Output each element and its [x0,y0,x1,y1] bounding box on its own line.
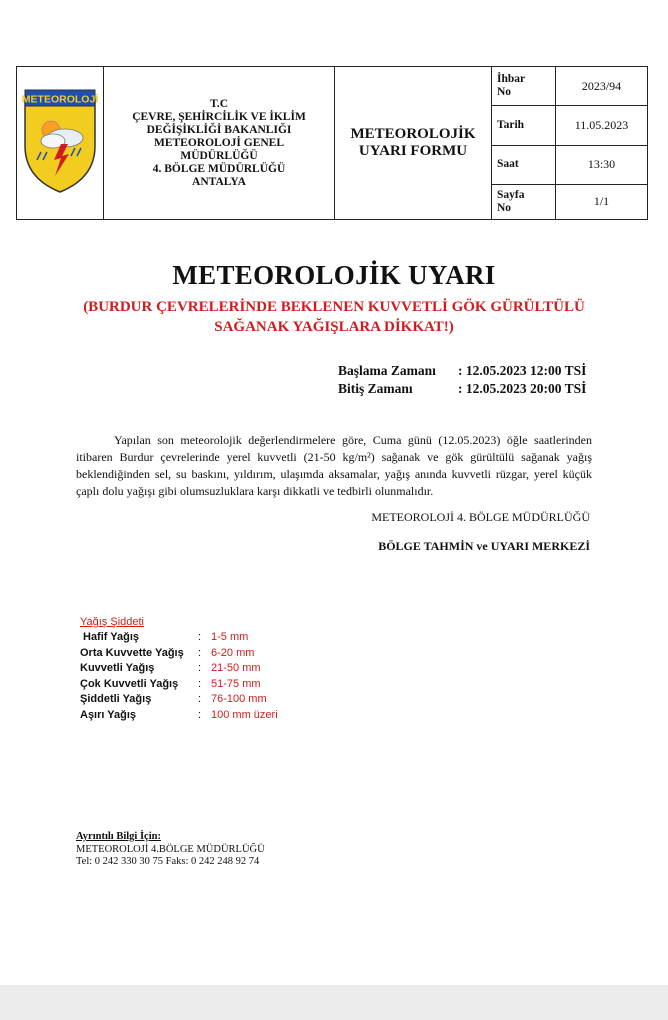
intensity-row [80,630,278,646]
label-line: No [497,86,512,99]
contact-office: METEOROLOJİ 4.BÖLGE MÜDÜRLÜĞÜ [76,843,265,855]
intensity-value: 1-5 mm [211,631,249,643]
field-label-saat [492,145,556,184]
intensity-colon: : [198,662,202,674]
intensity-colon: : [198,646,202,659]
field-value-sayfa-no: 1/1 [556,184,648,219]
label-line: Sayfa [497,188,525,201]
subtitle-line: SAĞANAK YAĞIŞLARA DİKKAT!) [214,319,454,335]
intensity-colon: : [198,693,202,705]
contact-info [76,831,265,869]
form-title-line: UYARI FORMU [358,143,468,159]
field-value-saat: 13:30 [556,145,648,184]
intensity-colon: : [198,708,202,721]
contact-phone-fax: Tel: 0 242 330 30 75 Faks: 0 242 248 92 74 [76,856,260,867]
intensity-row [80,661,278,677]
intensity-name: Orta Kuvvette Yağış [80,646,184,659]
form-title-line: METEOROLOJİK [350,126,476,142]
page-title: METEOROLOJİK UYARI [172,260,496,290]
logo-text: METEOROLOJİ [21,93,99,105]
warning-subtitle [60,297,608,337]
intensity-name: Hafif Yağış [83,631,140,643]
ministry-block [104,67,335,220]
signature-center: BÖLGE TAHMİN ve UYARI MERKEZİ [378,539,590,553]
intensity-name: Şiddetli Yağış [80,693,152,705]
intensity-row [80,677,278,693]
label-line: İhbar [497,73,526,86]
ministry-line: ANTALYA [192,175,246,188]
label-line: Tarih [497,118,525,131]
ministry-line: ÇEVRE, ŞEHİRCİLİK VE İKLİM [132,110,306,123]
ministry-line: T.C [210,97,228,110]
form-title [335,67,492,220]
bottom-margin-bar [0,985,668,1020]
intensity-row [80,708,278,724]
intensity-name: Kuvvetli Yağış [80,662,155,674]
field-value-ihbar-no: 2023/94 [556,67,648,106]
intensity-name: Aşırı Yağış [80,708,137,721]
intensity-colon: : [198,677,202,690]
intensity-value: 6-20 mm [211,646,255,659]
intensity-value: 100 mm üzeri [211,708,278,721]
field-label-ihbar-no [492,67,556,106]
ministry-line: DEĞİŞİKLİĞİ BAKANLIĞI [146,123,292,136]
end-time-label: Bitiş Zamanı [338,381,413,396]
time-block [338,362,586,398]
header-table [16,66,648,220]
subtitle-line: (BURDUR ÇEVRELERİNDE BEKLENEN KUVVETLİ GÖK GÜRÜLTÜLÜ [83,299,585,315]
intensity-title: Yağış Şiddeti [80,616,145,628]
intensity-value: 21-50 mm [211,662,261,674]
label-line: Saat [497,158,519,171]
intensity-name: Çok Kuvvetli Yağış [80,677,179,690]
intensity-value: 76-100 mm [211,693,267,705]
field-value-tarih: 11.05.2023 [556,106,648,145]
start-time-label: Başlama Zamanı [338,363,436,378]
intensity-value: 51-75 mm [211,677,261,690]
intensity-row [80,646,278,662]
ministry-line: MÜDÜRLÜĞÜ [180,149,258,162]
warning-body: Yapılan son meteorolojik değerlendirmelere göre, Cuma günü (12.05.2023) öğle saatlerinden itibaren Burdur çevrelerinde yerel kuvvetli (21-50 kg/m²) sağanak ve gök gürültülü sağanak yağış beklendiğinden sel, su baskını, yıldırım, ulaşımda aksamalar, yağış anında kuvvetli rüzgar, yerel küçük çaplı dolu yağışı gibi olumsuzluklara karşı dikkatli ve tedbirli olunmalıdır. [76,433,592,498]
end-time-value: : 12.05.2023 20:00 TSİ [458,381,587,396]
logo-cell [17,67,104,220]
ministry-line: 4. BÖLGE MÜDÜRLÜĞÜ [152,162,286,175]
label-line: No [497,201,512,214]
field-label-tarih [492,106,556,145]
signature-office: METEOROLOJİ 4. BÖLGE MÜDÜRLÜĞÜ [371,510,590,524]
contact-heading: Ayrıntılı Bilgi İçin: [76,831,161,842]
end-time-row [338,380,586,398]
meteoroloji-logo [21,86,99,196]
rain-intensity-legend [80,615,278,723]
ministry-line: METEOROLOJİ GENEL [153,136,285,149]
start-time-row [338,362,586,380]
intensity-row [80,692,278,708]
start-time-value: : 12.05.2023 12:00 TSİ [458,363,587,378]
intensity-colon: : [198,631,202,643]
field-label-sayfa-no [492,184,556,219]
